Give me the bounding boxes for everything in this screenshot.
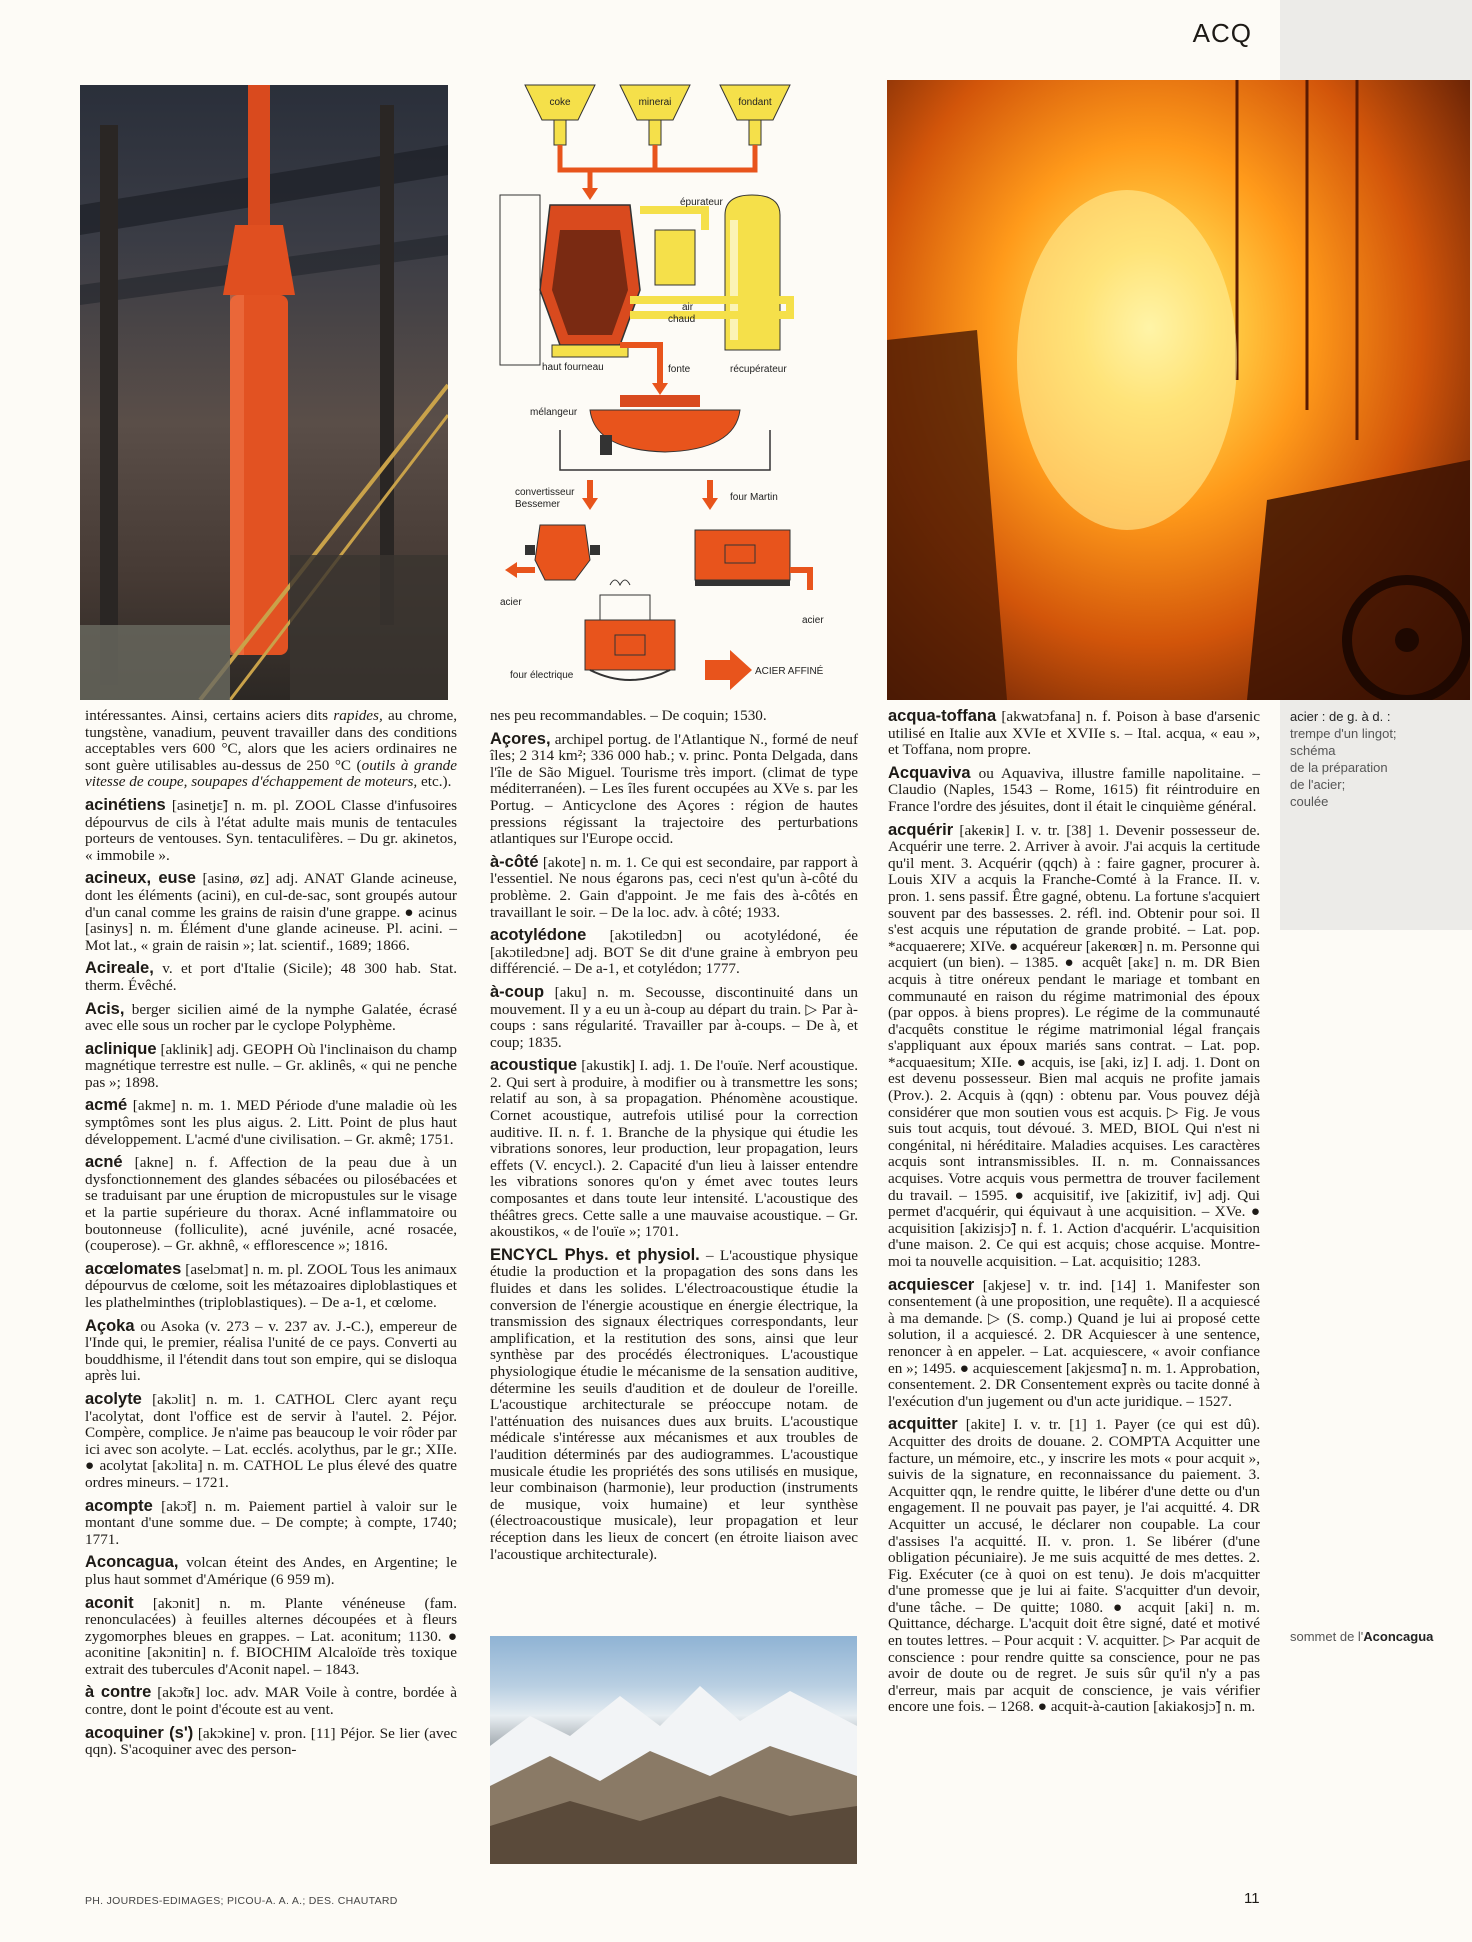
dictionary-entry [888, 765, 1260, 816]
label-coke: coke [549, 97, 571, 108]
hopper-fondant [720, 85, 790, 145]
entry-body: v. et port d'Italie (Sicile); 48 300 hab. Stat. therm. Évêché. [85, 960, 457, 994]
entry-headword: acmé [85, 1096, 128, 1115]
entry-headword: acquitter [888, 1415, 958, 1434]
dictionary-entry [490, 984, 858, 1051]
dictionary-entry [85, 1097, 457, 1148]
entries-list-3 [888, 708, 1260, 1716]
entry-body: [asinetjɛ̃] n. m. pl. ZOOL Classe d'infusoires dépourvus de cils à l'état adulte mais munis de tentacules porteurs de ventouses. Syn. tentaculifères. – Du gr. akinetos, « immobile ». [85, 796, 457, 864]
entry-headword: acné [85, 1153, 123, 1172]
entries-list-2 [490, 708, 858, 1563]
dictionary-entry [85, 1391, 457, 1492]
epurateur [640, 210, 705, 285]
caption-line: de l'acier; [1290, 777, 1346, 792]
entry-headword: Açores, [490, 729, 551, 748]
melangeur [560, 395, 770, 470]
entry-body: [akwatɔfana] n. f. Poison à base d'arsenic utilisé en Italie aux XVIe et XVIIe s. – Ital. acqua, « eau », et Toffana, nom propre. [888, 708, 1261, 759]
entry-body: [akne] n. f. Affection de la peau due à un dysfonctionnement des glandes sébacées ou pilosébacées et se traduisant par une éruption de micropustules sur le visage et la partie supérieure du thorax. Acné inflammatoire ou boutonneuse (folliculite), acné juvénile, acné rosacée, (couperose). – Gr. akhnê, « efflorescence »; 1816. [85, 1154, 457, 1255]
entry-headword: acineux, euse [85, 869, 196, 888]
label-fondant: fondant [738, 97, 772, 108]
dictionary-entry [888, 1277, 1260, 1411]
convertisseur-bessemer [525, 525, 600, 580]
entry-body: [akeʀiʀ] I. v. tr. [38] 1. Devenir possesseur de. Acquérir une terre. 2. Arriver à avoir. J'ai acquis la certitude qu'il ment. 3. Acquérir (qqch) à : faire gagner, procurer à. Louis XIV a acquis la Franche-Comté à la France. II. v. pron. 1. sens passif. Être gagné, obtenu. La fortune s'acquiert souvent par des bassesses. 2. réfl. ind. Obtenir pour soi. Il s'est acquis une réputation de grande probité. – Lat. pop. *acquaerere; XIVe. ● acquéreur [akeʀœʀ] n. m. Personne qui acquiert (un bien). – 1385. ● acquêt [akɛ] n. m. DR Bien acquis à titre onéreux pendant le mariage et tombant en communauté en raison du régime matrimonial des époux (par oppos. à biens propres). Le régime de la communauté d'acquêts constitue le régime matrimonial légal français s'appliquant aux époux mariés sans contrat. – Lat. pop. *acquaesitum; XIIe. ● acquis, ise [aki, iz] I. adj. 1. Dont on est devenu possesseur. Bien mal acquis ne profite jamais (Prov.). 2. Acquis à (qqn) : obtenu par. Vous pouvez déjà considérer que mon soutien vous est acquis. ▷ Fig. Je vous suis tout acquis, tout dévoué. 3. MED, BIOL Qui n'est ni congénital, ni héréditaire. Maladies acquises. Les caractères acquis sont intransmissibles. II. n. m. Connaissances acquises. Votre acquis vous permettra de trouver facilement du travail. – 1595. ● acquisitif, ive [akizitif, iv] adj. Qui permet d'acquérir, qui équivaut à une acquisition. – XVe. ● acquisition [akizisjɔ̃] n. f. 1. Action d'acquérir. L'acquisition d'une maison. 2. Ce qui est acquis; chose acquise. Montre-moi ta nouvelle acquisition. – Lat. acquisitio; 1283. [888, 821, 1261, 1270]
entry-body: [akɔkine] v. pron. [11] Péjor. Se lier (avec qqn). S'acoquiner avec des person- [85, 1724, 458, 1759]
page-number: 11 [1244, 1890, 1260, 1907]
dictionary-entry [490, 708, 858, 725]
entry-headword: acompte [85, 1496, 153, 1515]
label-air: air [682, 302, 694, 313]
entry-headword: acquiescer [888, 1275, 975, 1294]
dictionary-entry [490, 854, 858, 921]
label-chaud: chaud [668, 314, 696, 325]
entry-headword: Acireale, [85, 959, 154, 978]
caption-line: schéma [1290, 743, 1336, 758]
entry-body: [akote] n. m. 1. Ce qui est secondaire, par rapport à l'essentiel. Ne nous égarons pas, ceci n'est qu'un à-côté du problème. 2. Gain d'appoint. Je me fais des à-côtés en travaillant le soir. – De la loc. adv. à côté; 1933. [490, 853, 859, 921]
entry-headword: à contre [85, 1683, 152, 1702]
diagram-preparation-acier [490, 80, 857, 700]
dictionary-entry [490, 1057, 858, 1241]
dictionary-entry [888, 1416, 1260, 1716]
dictionary-entry [85, 1041, 457, 1092]
dictionary-entry [490, 927, 858, 978]
entry-body: [aselɔmat] n. m. pl. ZOOL Tous les animaux dépourvus de cœlome, soit les métazoaires diploblastiques et les plathelminthes (triploblastiques). – De a-1, et cœlome. [85, 1260, 457, 1311]
dictionary-entry [490, 731, 858, 848]
entry-headword: acqua-toffana [888, 707, 997, 725]
label-acier-droite: acier [802, 615, 824, 626]
text-column-3 [888, 708, 1260, 1722]
dictionary-entry [85, 1684, 457, 1718]
entry-body: [akɔlit] n. m. 1. CATHOL Clerc ayant reçu l'acolytat, dont l'office est de servir à l'autel. 2. Péjor. Compère, complice. Je n'aime pas beaucoup le voir rôder par ici avec son acolyte. – Lat. ecclés. acolythus, par le gr.; XIIe. ● acolytat [akɔlita] n. m. CATHOL Le plus élevé des quatre ordres mineurs. – 1721. [85, 1390, 457, 1491]
label-acier-affine: ACIER AFFINÉ [755, 666, 824, 677]
dictionary-entry [85, 870, 457, 954]
label-fonte: fonte [668, 364, 691, 375]
entry-headword: ENCYCL Phys. et physiol. [490, 1245, 700, 1264]
entry-headword: acœlomates [85, 1259, 182, 1278]
page-running-head: ACQ [1192, 18, 1252, 48]
entry-body: – L'acoustique physique étudie la production et la propagation des sons dans les fluides et dans les solides. L'électroacoustique étudie la conversion de l'énergie acoustique en énergie électrique, la transmission des signaux électriques correspondants, leur amplification, et la restitution des sons, ainsi que leur synthèse par des procédés électroniques. L'acoustique physiologique étudie le mécanisme de la sensation auditive, détermine les seuils d'audition et de douleur de l'oreille. L'acoustique architecturale se préoccupe notam. de l'atténuation des nuisances dues aux bruits. L'acoustique médicale s'intéresse aux mécanismes et aux troubles de l'audition déterminés par des audiogrammes. L'acoustique musicale étudie les propriétés des sons utilisés en musique, leur combinaison (harmonie), leur production (instruments de musique, voix humaine) et leur synthèse (électroacoustique musicale), leur propagation et leur réception dans les lieux de concert (en étroite liaison avec l'acoustique architecturale). [490, 1246, 858, 1563]
caption-aconcagua: sommet de l'Aconcagua [1290, 1629, 1434, 1644]
dictionary-entry [85, 1154, 457, 1255]
entry-headword: Acis, [85, 999, 125, 1018]
recuperateur [725, 195, 780, 350]
hopper-minerai [620, 85, 690, 145]
label-four-martin: four Martin [730, 492, 778, 503]
dictionary-entry [85, 1318, 457, 1385]
hopper-coke [525, 85, 595, 145]
entry-headword: acoustique [490, 1056, 578, 1075]
entry-headword: à-côté [490, 852, 539, 871]
entry-headword: acolyte [85, 1389, 142, 1408]
text-column-2 [490, 708, 858, 1569]
entry-headword: Acquaviva [888, 763, 971, 782]
label-acier-gauche: acier [500, 597, 522, 608]
label-recuperateur: récupérateur [730, 364, 787, 375]
entry-body: berger sicilien aimé de la nymphe Galatée, écrasé avec elle sous un rocher par le cyclope Polyphème. [85, 1000, 457, 1035]
text-column-1 [85, 708, 457, 1765]
label-melangeur: mélangeur [530, 407, 578, 418]
entry-headword: Aconcagua, [85, 1553, 179, 1572]
entry-body: nes peu recommandables. – De coquin; 1530. [490, 707, 767, 724]
label-minerai: minerai [638, 97, 672, 108]
dictionary-entry [85, 797, 457, 864]
entry-headword: aclinique [85, 1039, 157, 1058]
dictionary-entry [888, 822, 1260, 1271]
entry-body: [akɔ̃t] n. m. Paiement partiel à valoir sur le montant d'une somme due. – De compte; à compte, 1740; 1771. [85, 1497, 457, 1548]
entry-body: volcan éteint des Andes, en Argentine; le plus haut sommet d'Amérique (6 959 m). [85, 1554, 458, 1588]
entry-body: [akite] I. v. tr. [1] 1. Payer (ce qui est dû). Acquitter des droits de douane. 2. COMPTA Acquitter une facture, un mémoire, etc., y inscrire les mots « pour acquit », suivis de la signature, en reconnaissance du paiement. 3. Acquitter qqn, le rendre quitte, le libérer d'une dette ou d'un engagement. Il ne pouvait pas payer, je l'ai acquitté. 4. DR Acquitter un accusé, le déclarer non coupable. La cour d'assises l'a acquitté. II. v. pron. 1. Se libérer (d'une obligation pécuniaire). Je me suis acquitté de mes dettes. 2. Fig. Exécuter (ce à quoi on est tenu). Je dois m'acquitter d'une promesse que je lui ai faite. S'acquitter d'un devoir, d'une tâche. – De quitte; 1080. ● acquit [aki] n. m. Quittance, décharge. L'acquit doit être signé, daté et motivé en toutes lettres. – Pour acquit : V. acquitter. ▷ Par acquit de conscience : pour rendre quitte sa conscience, pour ne pas avoir de doute ou de regret. Je suis sûr qu'il n'y a pas d'erreur, mais par acquit de conscience, je vais vérifier encore une fois. – 1268. ● acquit-à-caution [akiakosjɔ̃] n. m. [888, 1416, 1260, 1716]
dictionary-entry [888, 708, 1260, 759]
four-electrique [585, 580, 675, 680]
entry-body: [akjese] v. tr. ind. [14] 1. Manifester son consentement (à une proposition, une requête). Il a acquiescé à ma demande. ▷ (S. comp.) Quand je lui ai proposé cette solution, il a acquiescé. 2. DR Acquiescer à une sentence, renoncer à en appeler. – Lat. acquiescere, « avoir confiance en »; 1495. ● acquiescement [akjɛsmɑ̃] n. m. 1. Approbation, consentement. 2. DR Consentement exprès ou tacite donné à l'exécution d'un jugement ou d'un acte juridique. – 1527. [888, 1276, 1261, 1410]
entry-headword: acinétiens [85, 795, 166, 814]
caption-acier [1290, 708, 1440, 810]
caption-line: de la préparation [1290, 760, 1388, 775]
entry-body: [asinø, øz] adj. ANAT Glande acineuse, dont les éléments (acini), en cul-de-sac, sont groupés autour d'un canal comme les grains de raisin d'une grappe. ● acinus [asinys] n. m. Élément d'une glande acineuse. Pl. acini. – Mot lat., « grain de raisin »; lat. scientif., 1689; 1866. [85, 870, 457, 954]
entries-list-1 [85, 797, 457, 1759]
four-martin [695, 530, 790, 586]
dictionary-entry [490, 1247, 858, 1563]
entry-headword: acoquiner (s') [85, 1723, 194, 1742]
caption-line: acier : de g. à d. : [1290, 709, 1391, 724]
dictionary-entry [85, 1595, 457, 1679]
entry-headword: Açoka [85, 1316, 135, 1335]
entry-body: [akɔ̃tʀ] loc. adv. MAR Voile à contre, bordée à contre, dont le point d'écoute est au vent. [85, 1684, 457, 1719]
entry-headword: acotylédone [490, 926, 587, 945]
entry-body: [akustik] I. adj. 1. De l'ouïe. Nerf acoustique. 2. Qui sert à produire, à modifier ou à transmettre les sons; relatif au son, à sa propagation. Phénomène acoustique. Cornet acoustique, autrefois utilisé pour la correction auditive. II. n. f. 1. Branche de la physique qui étudie les vibrations sonores, leur production, leur propagation, leurs effets (V. encycl.). 2. Capacité d'un lieu à laisser entendre les vibrations sonores qu'on y émet avec toutes leurs composantes et dans toute leur intensité. L'acoustique des théâtres grecs. Cette salle a une mauvaise acoustique. – Gr. akoustikos, « de l'ouïe »; 1701. [490, 1057, 858, 1241]
label-haut-fourneau: haut fourneau [542, 362, 604, 373]
caption-line: coulée [1290, 794, 1329, 809]
photo-credits: PH. JOURDES-EDIMAGES; PICOU-A. A. A.; DES. CHAUTARD [85, 1895, 398, 1907]
label-convertisseur: convertisseur [515, 487, 575, 498]
dictionary-entry [85, 1554, 457, 1588]
photo-coulee [887, 80, 1470, 700]
entry-body: archipel portug. de l'Atlantique N., formé de neuf îles; 2 314 km²; 336 000 hab.; v. princ. Ponta Delgada, dans l'île de São Miguel. Tourisme très import. (climat de type méditerranéen). – Les îles furent occupées au XVe s. par les Portug. – Anticyclone des Açores : région de hautes pressions régissant la trajectoire des perturbations atlantiques sur l'Europe occid. [490, 730, 859, 848]
label-bessemer: Bessemer [515, 499, 561, 510]
photo-aconcagua [490, 1636, 857, 1864]
entry-body: ou Asoka (v. 273 – v. 237 av. J.-C.), empereur de l'Inde qui, le premier, réalisa l'unité de ce pays. Converti au bouddhisme, il l'étendit dans tout son empire, qui se disloqua après lui. [85, 1317, 457, 1385]
dictionary-entry [85, 1261, 457, 1312]
label-four-electrique: four électrique [510, 670, 574, 681]
dictionary-entry [85, 1001, 457, 1035]
dictionary-entry [85, 960, 457, 994]
label-epurateur: épurateur [680, 197, 723, 208]
entry-body: [aklinik] adj. GEOPH Où l'inclinaison du champ magnétique terrestre est nulle. – Gr. aklinês, « qui ne penche pas »; 1898. [85, 1040, 458, 1091]
entry-headword: à-coup [490, 982, 545, 1001]
entry-body: [akɔnit] n. m. Plante vénéneuse (fam. renonculacées) à feuilles alternes découpées et à fleurs zygomorphes bleues en grappes. – Lat. aconitum; 1130. ● aconitine [akɔnitin] n. f. BIOCHIM Alcaloïde très toxique extrait des tubercules d'Aconit napel. – 1843. [85, 1594, 457, 1678]
dictionary-entry [85, 1498, 457, 1549]
photo-trempe-lingot [80, 85, 448, 700]
dictionary-entry [85, 1725, 457, 1759]
entry-headword: acquérir [888, 820, 954, 839]
entry-body: [akme] n. m. 1. MED Période d'une maladie où les symptômes sont les plus aigus. 2. Litt. Point de plus haut développement. L'acmé d'une civilisation. – Gr. akmê; 1751. [85, 1097, 457, 1148]
entry-body: ou Aquaviva, illustre famille napolitaine. – Claudio (Naples, 1543 – Rome, 1615) fit réintroduire en France l'ordre des jésuites, dont il était le cinquième général. [888, 764, 1261, 815]
continuation-acier: intéressantes. Ainsi, certains aciers dits rapides, au chrome, tungstène, vanadium, peuvent travailler dans des conditions acceptables vers 600 °C, alors que les aciers ordinaires ne sont guère utilisables au-dessus de 250 °C (outils à grande vitesse de coupe, soupapes d'échappement de moteurs, etc.). [85, 707, 458, 791]
entry-body: [akɔtiledɔn] ou acotylédoné, ée [akɔtiledɔne] adj. BOT Se dit d'une graine à embryon peu différencié. – De a-1, et cotylédon; 1777. [490, 927, 859, 978]
entry-body: [aku] n. m. Secousse, discontinuité dans un mouvement. Il y a eu un à-coup au départ du train. ▷ Par à-coups : sans régularité. Travailler par à-coups. – De à, et coup; 1835. [490, 983, 858, 1051]
haut-fourneau [500, 195, 640, 365]
entry-headword: aconit [85, 1593, 134, 1612]
caption-line: trempe d'un lingot; [1290, 726, 1397, 741]
